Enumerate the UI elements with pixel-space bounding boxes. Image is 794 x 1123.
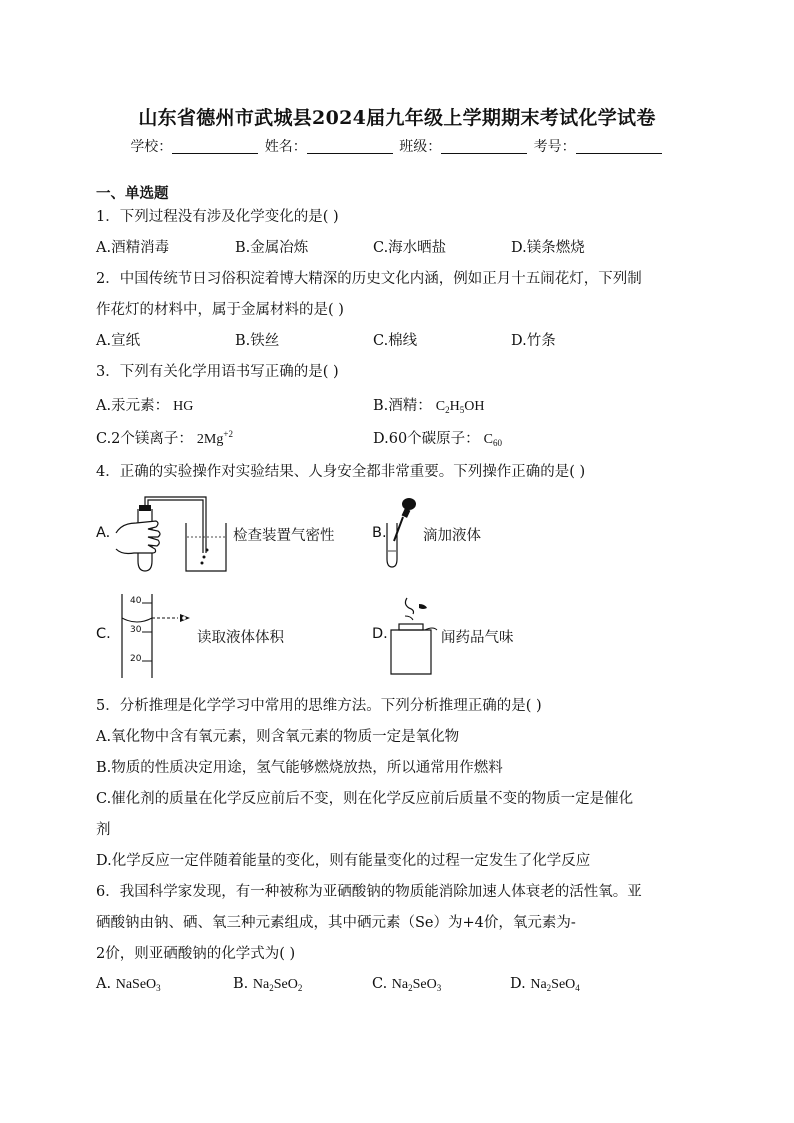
q3-option-d[interactable] [373,427,502,448]
exam-number-blank[interactable] [576,139,662,154]
q2-option-c[interactable]: C.棉线 [373,333,418,349]
q2-option-a[interactable]: A.宣纸 [96,333,141,349]
q4-stem: 4．正确的实验操作对实验结果、人身安全都非常重要。下列操作正确的是( ) [96,464,586,480]
q4-option-b-letter[interactable]: B. [372,525,387,541]
cylinder-tick-40: 40 [130,596,142,606]
q1-option-a[interactable]: A.酒精消毒 [96,240,170,256]
q5-stem: 5．分析推理是化学学习中常用的思维方法。下列分析推理正确的是( ) [96,698,542,714]
q4-option-a-letter[interactable]: A. [96,525,111,541]
school-blank[interactable] [172,139,258,154]
class-blank[interactable] [441,139,527,154]
q4-option-a-desc: 检查装置气密性 [233,528,335,544]
q3-option-b[interactable] [373,394,484,415]
exam-number-label: 考号： [533,139,576,155]
q4-option-b-desc: 滴加液体 [423,528,481,544]
student-info-row [0,136,794,156]
q5-option-a[interactable]: A.氧化物中含有氧元素，则含氧元素的物质一定是氧化物 [96,729,460,745]
q3-stem: 3．下列有关化学用语书写正确的是( ) [96,364,339,380]
graduated-cylinder-illustration [112,592,198,680]
section-heading: 一、单选题 [96,186,169,202]
cylinder-tick-30: 30 [130,625,142,635]
q2-option-d[interactable]: D.竹条 [511,333,556,349]
q6-c-letter: C. [372,976,388,992]
q4-option-d-desc: 闻药品气味 [441,630,514,646]
q3-b-label: B.酒精： [373,398,432,414]
q6-d-formula: $Na_2SeO_4$ [530,977,580,993]
q6-a-letter: A. [96,976,112,992]
q4-option-c-letter[interactable]: C. [96,626,111,642]
q6-d-letter: D. [510,976,526,992]
q2-stem-line-1: 2．中国传统节日习俗积淀着博大精深的历史文化内涵，例如正月十五闹花灯，下列制 [96,271,642,287]
dropper-illustration [383,497,419,569]
class-label: 班级： [399,139,442,155]
q1-option-d[interactable]: D.镁条燃烧 [511,240,585,256]
q3-c-formula: $2Mg^{+2}$ [196,429,233,447]
q5-option-b[interactable]: B.物质的性质决定用途，氢气能够燃烧放热，所以通常用作燃料 [96,760,503,776]
q3-d-formula: $C_{60}$ [483,432,503,448]
q3-option-c[interactable] [96,427,233,448]
q3-a-formula: HG [173,399,194,414]
q6-option-b[interactable] [233,976,302,993]
q6-b-formula: $Na_2SeO_2$ [252,977,303,993]
q2-option-b[interactable]: B.铁丝 [235,333,280,349]
q4-option-c-desc: 读取液体体积 [197,630,284,646]
q6-c-formula: $Na_2SeO_3$ [391,977,442,993]
name-label: 姓名： [264,139,307,155]
q1-option-b[interactable]: B.金属冶炼 [235,240,309,256]
q6-option-c[interactable] [372,976,441,993]
q3-c-label: C.2个镁离子： [96,431,193,447]
q6-stem-line-2: 硒酸钠由钠、硒、氧三种元素组成，其中硒元素（Se）为+4价，氧元素为- [96,915,576,931]
school-label: 学校： [130,139,173,155]
q6-a-formula: NaSeO$_3$ [115,977,161,993]
q4-option-d-letter[interactable]: D. [372,626,388,642]
airtightness-check-illustration [108,493,228,575]
q6-stem-line-3: 2价，则亚硒酸钠的化学式为( ) [96,946,296,962]
q6-b-letter: B. [233,976,249,992]
q5-option-c-line-1[interactable]: C.催化剂的质量在化学反应前后不变，则在化学反应前后质量不变的物质一定是催化 [96,791,634,807]
q6-option-d[interactable] [510,976,580,993]
q6-option-a[interactable] [96,976,161,993]
smelling-illustration [385,596,439,678]
page-title: 山东省德州市武城县2024届九年级上学期期末考试化学试卷 [138,107,656,129]
q2-stem-line-2: 作花灯的材料中，属于金属材料的是( ) [96,302,344,318]
name-blank[interactable] [307,139,393,154]
q3-d-label: D.60个碳原子： [373,431,480,447]
q1-stem: 1．下列过程没有涉及化学变化的是( ) [96,209,339,225]
q5-option-d[interactable]: D.化学反应一定伴随着能量的变化，则有能量变化的过程一定发生了化学反应 [96,853,591,869]
q3-a-label: A.汞元素： [96,398,170,414]
q3-option-a[interactable] [96,394,193,415]
q1-option-c[interactable]: C.海水晒盐 [373,240,447,256]
q6-stem-line-1: 6．我国科学家发现，有一种被称为亚硒酸钠的物质能消除加速人体衰老的活性氧。亚 [96,884,642,900]
q3-b-formula: $C_2H_5OH$ [435,399,485,415]
cylinder-tick-20: 20 [130,654,142,664]
q5-option-c-line-2[interactable]: 剂 [96,822,111,838]
